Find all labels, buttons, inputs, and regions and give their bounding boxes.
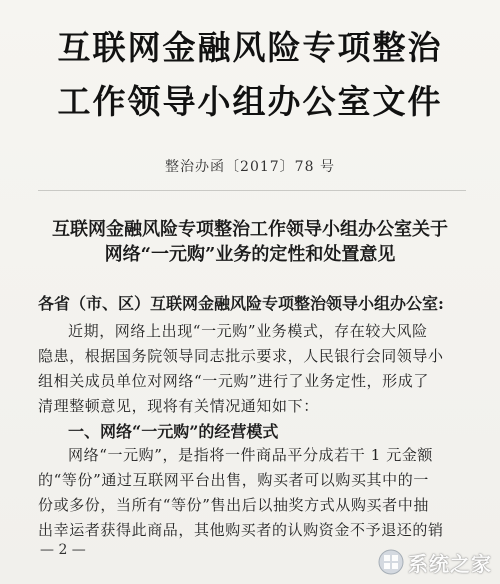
body-text-line: 清理整顿意见，现将有关情况通知如下： bbox=[38, 397, 319, 415]
document-number: 整治办函〔2017〕78 号 bbox=[165, 159, 335, 175]
page-number: — 2 — bbox=[40, 542, 86, 558]
issuing-org-title-line2: 工作领导小组办公室文件 bbox=[57, 82, 443, 121]
body-text-line: 组相关成员单位对网络“一元购”进行了业务定性，形成了 bbox=[38, 372, 429, 390]
body-text-line: 份或多份，当所有“等份”售出后以抽奖方式从购买者中抽 bbox=[38, 496, 429, 514]
body-text-line: 的“等份”通过互联网平台出售，购买者可以购买其中的一 bbox=[38, 471, 429, 489]
addressee-line: 各省（市、区）互联网金融风险专项整治领导小组办公室: bbox=[38, 294, 444, 313]
issuing-org-title-line1: 互联网金融风险专项整治 bbox=[57, 28, 443, 67]
body-text-line: 隐患，根据国务院领导同志批示要求，人民银行会同领导小 bbox=[38, 347, 444, 365]
windows-logo-icon bbox=[378, 549, 404, 575]
document-title-line1: 互联网金融风险专项整治工作领导小组办公室关于 bbox=[52, 219, 448, 240]
body-text-line: 近期，网络上出现“一元购”业务模式，存在较大风险 bbox=[68, 322, 428, 340]
document-title-line2: 网络“一元购”业务的定性和处置意见 bbox=[104, 244, 396, 265]
header-divider bbox=[38, 190, 466, 191]
watermark-text: 系统之家 bbox=[408, 551, 492, 576]
section-heading: 一、网络“一元购”的经营模式 bbox=[68, 422, 279, 441]
body-text-line: 网络“一元购”，是指将一件商品平分成若干 1 元金额 bbox=[68, 446, 434, 464]
site-watermark bbox=[378, 546, 492, 578]
body-text-line: 出幸运者获得此商品，其他购买者的认购资金不予退还的销 bbox=[38, 521, 444, 539]
